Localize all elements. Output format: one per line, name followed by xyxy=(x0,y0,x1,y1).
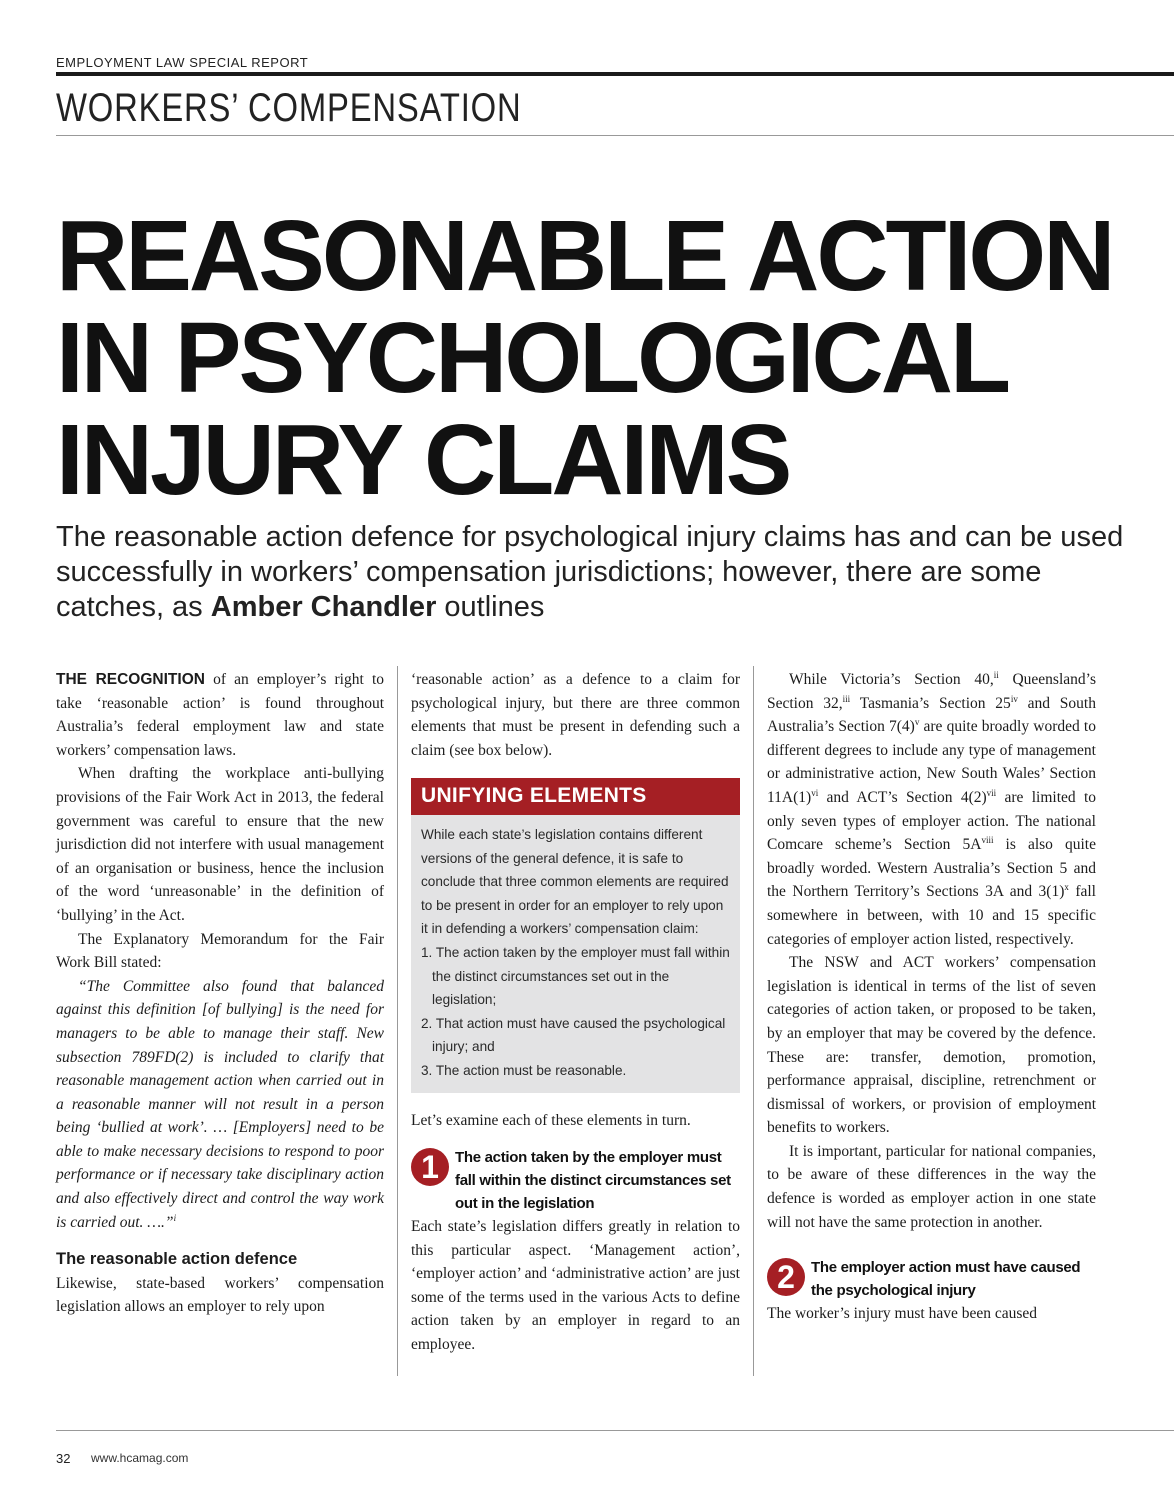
endnote-marker: iii xyxy=(842,693,851,704)
headline-line-3: INJURY CLAIMS xyxy=(56,404,790,516)
standfirst-text: The reasonable action defence for psychological injury claims has and can be used successfully in workers’ compensation jurisdictions; however, there are some catches, as xyxy=(56,521,1124,623)
paragraph xyxy=(767,668,1096,951)
paragraph: The Explanatory Memorandum for the Fair Work Bill stated: xyxy=(56,930,384,972)
section-rule xyxy=(56,135,1174,136)
box-list-item: 2. That action must have caused the psychological injury; and xyxy=(421,1015,726,1055)
paragraph-text: of an employer’s right to take ‘reasonable action’ is found throughout Australia’s federal employment law and state workers’ compensation laws. xyxy=(56,671,385,759)
element-2-heading xyxy=(767,1256,1096,1302)
text-run: and South Australia’s Section 7(4) xyxy=(767,694,1096,736)
text-run: and ACT’s Section 4(2) xyxy=(818,788,987,806)
element-heading-text: The action taken by the employer must fall within the distinct circumstances set out in the legislation xyxy=(455,1149,731,1213)
paragraph: Let’s examine each of these elements in turn. xyxy=(411,1111,691,1129)
element-heading-text: The employer action must have caused the psychological injury xyxy=(811,1259,1081,1300)
unifying-elements-box xyxy=(411,778,740,1092)
section-title: WORKERS’ COMPENSATION xyxy=(56,86,522,130)
endnote-marker: vii xyxy=(986,787,997,798)
endnote-marker: i xyxy=(173,1212,177,1223)
text-run: are limited to only seven types of employer action. The national Comcare scheme’s Section 5A xyxy=(767,788,1096,854)
quotation-text: “The Committee also found that balanced against this definition [of bullying] is the need for managers to be able to manage their staff. New subsection 789FD(2) is included to clarify that reasonable management action when carried out in a reasonable manner will not result in a person being ‘bullied at work’. … [Employers] need to be able to make necessary decisions to respond to poor performance or if necessary take disciplinary action and also effectively direct and control the way work is carried out. ….” xyxy=(56,977,384,1231)
article-column-1 xyxy=(56,668,384,1319)
endnote-marker: x xyxy=(1064,882,1069,893)
quotation xyxy=(56,975,384,1235)
paragraph: It is important, particular for national companies, to be aware of these differences in the way the defence is worded as employer action in one state will not have the same protection in another. xyxy=(767,1142,1096,1231)
headline-line-1: REASONABLE ACTION xyxy=(56,200,1113,312)
box-body xyxy=(411,815,740,1093)
box-list-item: 3. The action must be reasonable. xyxy=(421,1062,627,1078)
column-divider xyxy=(397,666,398,1376)
standfirst xyxy=(56,520,1136,625)
endnote-marker: vi xyxy=(811,787,819,798)
box-list-item: 1. The action taken by the employer must fall within the distinct circumstances set out in the legislation; xyxy=(421,944,730,1008)
text-run: Tasmania’s Section 25 xyxy=(850,694,1011,712)
column-divider xyxy=(753,666,754,1376)
article-headline xyxy=(56,200,1166,516)
paragraph: When drafting the workplace anti-bullying provisions of the Fair Work Act in 2013, the federal government was careful to ensure that the new jurisdiction did not interfere with usual management of an organisation or business, hence the inclusion of the word ‘unreasonable’ in the definition of ‘bullying’ in the Act. xyxy=(56,765,384,924)
number-badge: 1 xyxy=(411,1148,449,1186)
number-badge: 2 xyxy=(767,1258,805,1296)
headline-line-2: IN PSYCHOLOGICAL xyxy=(56,302,1009,414)
text-run: are quite broadly worded to different degrees to include any type of management or administrative action, New South Wales’ Section 11A(1) xyxy=(767,718,1096,806)
header-rule xyxy=(56,72,1174,76)
lead-in: THE RECOGNITION xyxy=(56,671,205,688)
paragraph: ‘reasonable action’ as a defence to a claim for psychological injury, but there are three common elements that must be present in defending such a claim (see box below). xyxy=(411,671,740,759)
report-kicker: EMPLOYMENT LAW SPECIAL REPORT xyxy=(56,55,309,70)
paragraph: The worker’s injury must have been caused xyxy=(767,1305,1038,1323)
endnote-marker: ii xyxy=(993,669,999,680)
endnote-marker: v xyxy=(914,717,920,728)
footer-rule xyxy=(56,1430,1174,1431)
site-url: www.hcamag.com xyxy=(91,1451,189,1465)
article-column-2 xyxy=(411,668,740,1357)
endnote-marker: iv xyxy=(1010,693,1018,704)
page-number: 32 xyxy=(56,1451,71,1466)
paragraph: Likewise, state-based workers’ compensation legislation allows an employer to rely upon xyxy=(56,1274,384,1316)
box-intro: While each state’s legislation contains different versions of the general defence, it is safe to conclude that three common elements are required to be present in order for an employer to rely upon it in defending a workers’ compensation claim: xyxy=(421,826,729,937)
text-run: is also quite broadly worded. Western Australia’s Section 5 and the Northern Territory’s Sections 3A and 3(1) xyxy=(767,836,1096,901)
subheading: The reasonable action defence xyxy=(56,1250,298,1269)
element-1-heading xyxy=(411,1146,740,1215)
paragraph: Each state’s legislation differs greatly in relation to this particular aspect. ‘Management action’, ‘employer action’ and ‘administrative action’ are just some of the terms used in the various Acts to define action taken by an employer in regard to an employee. xyxy=(411,1218,740,1354)
author-name: Amber Chandler xyxy=(210,591,437,623)
endnote-marker: viii xyxy=(981,835,994,845)
paragraph xyxy=(56,668,384,762)
box-title: UNIFYING ELEMENTS xyxy=(411,778,740,815)
text-run: fall somewhere in between, with 10 and 15 specific categories of employer action listed, respectively. xyxy=(767,883,1096,948)
text-run: Queensland’s Section 32, xyxy=(767,671,1096,712)
standfirst-tail: outlines xyxy=(436,591,545,623)
article-column-3 xyxy=(767,668,1096,1326)
text-run: While Victoria’s Section 40, xyxy=(789,671,994,688)
paragraph: The NSW and ACT workers’ compensation legislation is identical in terms of the list of seven categories of action taken, or proposed to be taken, by an employer that may be covered by the defence. These are: transfer, demotion, promotion, performance appraisal, discipline, retrenchment or dismissal of workers, or provision of employment benefits to workers. xyxy=(767,954,1096,1137)
